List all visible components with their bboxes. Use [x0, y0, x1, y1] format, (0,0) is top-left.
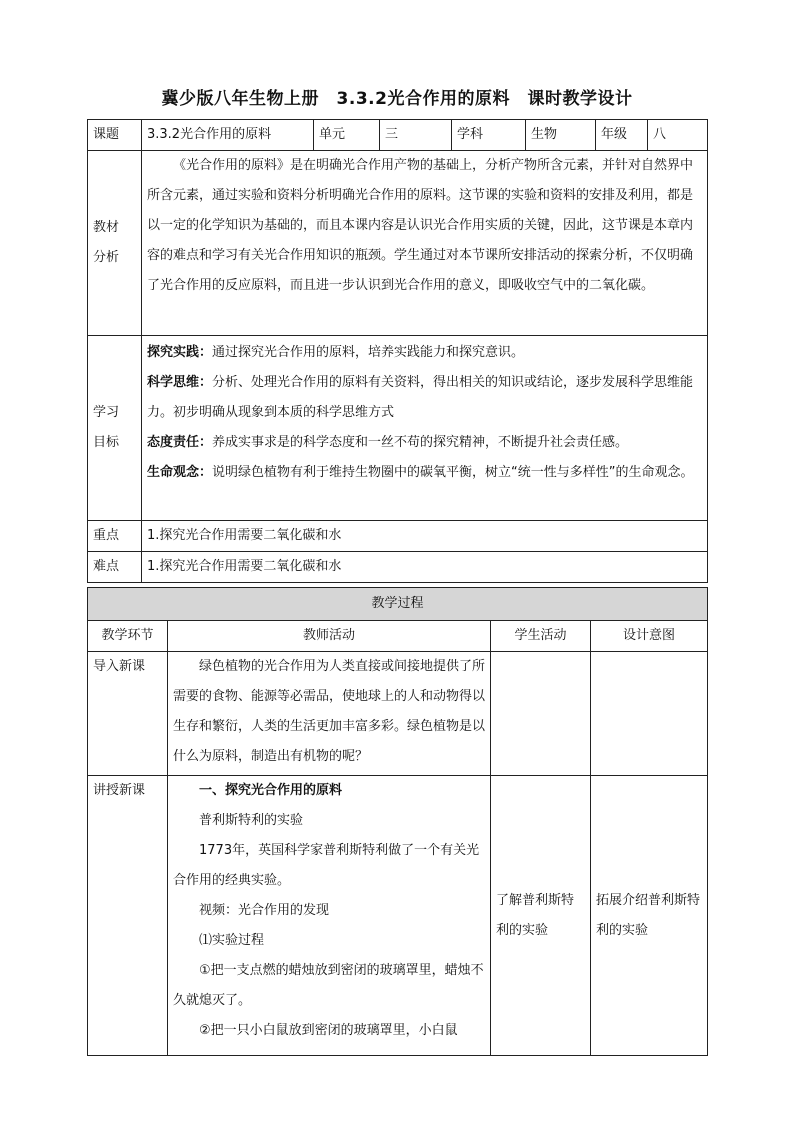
- intro-student: [491, 652, 591, 776]
- key-row: [88, 521, 708, 552]
- lecture-line: ①把一支点燃的蜡烛放到密闭的玻璃罩里，蜡烛不久就熄灭了。: [173, 963, 484, 1008]
- header-stage: 教学环节: [88, 621, 168, 652]
- info-row: [88, 120, 708, 151]
- intro-teacher: 绿色植物的光合作用为人类直接或间接地提供了所需要的食物、能源等必需品，使地球上的人和动物得以生存和繁衍，人类的生活更加丰富多彩。绿色植物是以什么为原料，制造出有机物的呢？: [168, 652, 491, 776]
- lecture-line: ②把一只小白鼠放到密闭的玻璃罩里，小白鼠: [199, 1023, 458, 1038]
- lecture-line: 普利斯特利的实验: [199, 813, 304, 828]
- goals-row: [88, 336, 708, 521]
- lecture-student: 了解普利斯特利的实验: [491, 776, 591, 1056]
- subject-value: 生物: [526, 120, 596, 151]
- analysis-text: 《光合作用的原料》是在明确光合作用产物的基础上，分析产物所含元素，并针对自然界中所含元素，通过实验和资料分析明确光合作用的原料。这节课的实验和资料的安排及利用，都是以一定的化学知识为基础的，而且本课内容是认识光合作用实质的关键，因此，这节课是本章内容的难点和学习有关光合作用知识的瓶颈。学生通过对本节课所安排活动的探索分析，不仅明确了光合作用的反应原料，而且进一步认识到光合作用的意义，即吸收空气中的二氧化碳。: [142, 151, 708, 336]
- subject-label: 学科: [452, 120, 526, 151]
- intro-stage: 导入新课: [88, 652, 168, 776]
- topic-label: 课题: [88, 120, 142, 151]
- grade-label: 年级: [596, 120, 648, 151]
- goal-item: 探究实践：通过探究光合作用的原料，培养实践能力和探究意识。: [147, 345, 525, 360]
- goal-item: 科学思维：分析、处理光合作用的原料有关资料，得出相关的知识或结论，逐步发展科学思维能力。初步明确从现象到本质的科学思维方式: [147, 375, 694, 420]
- process-header-row: [88, 621, 708, 652]
- page-title: 冀少版八年生物上册 3.3.2光合作用的原料 课时教学设计: [161, 89, 633, 109]
- process-table: [87, 587, 708, 1056]
- section-title: 一、探究光合作用的原料: [199, 783, 343, 798]
- lecture-line: 视频：光合作用的发现: [199, 903, 330, 918]
- unit-value: 三: [380, 120, 452, 151]
- analysis-label: 教材 分析: [88, 151, 142, 336]
- difficult-row: [88, 552, 708, 583]
- key-label: 重点: [88, 521, 142, 552]
- lecture-line: ⑴实验过程: [199, 933, 265, 948]
- intro-row: [88, 652, 708, 776]
- intro-intent: [591, 652, 708, 776]
- unit-label: 单元: [314, 120, 380, 151]
- header-student: 学生活动: [491, 621, 591, 652]
- goal-item: 生命观念：说明绿色植物有利于维持生物圈中的碳氧平衡，树立“统一性与多样性”的生命观念。: [147, 465, 694, 480]
- difficult-text: 1.探究光合作用需要二氧化碳和水: [142, 552, 708, 583]
- goals-label: 学习 目标: [88, 336, 142, 521]
- process-band-row: [88, 588, 708, 621]
- lecture-intent: 拓展介绍普利斯特利的实验: [591, 776, 708, 1056]
- lecture-teacher: [168, 776, 491, 1056]
- topic-value: 3.3.2光合作用的原料: [142, 120, 314, 151]
- difficult-label: 难点: [88, 552, 142, 583]
- goals-list: [142, 336, 708, 521]
- lecture-row: [88, 776, 708, 1056]
- header-intent: 设计意图: [591, 621, 708, 652]
- lesson-info-table: [87, 119, 708, 583]
- grade-value: 八: [648, 120, 708, 151]
- header-teacher: 教师活动: [168, 621, 491, 652]
- key-text: 1.探究光合作用需要二氧化碳和水: [142, 521, 708, 552]
- analysis-row: [88, 151, 708, 336]
- process-band: 教学过程: [88, 588, 708, 621]
- lecture-line: 1773年，英国科学家普利斯特利做了一个有关光合作用的经典实验。: [173, 843, 480, 888]
- lecture-stage: 讲授新课: [88, 776, 168, 1056]
- goal-item: 态度责任：养成实事求是的科学态度和一丝不苟的探究精神，不断提升社会责任感。: [147, 435, 629, 450]
